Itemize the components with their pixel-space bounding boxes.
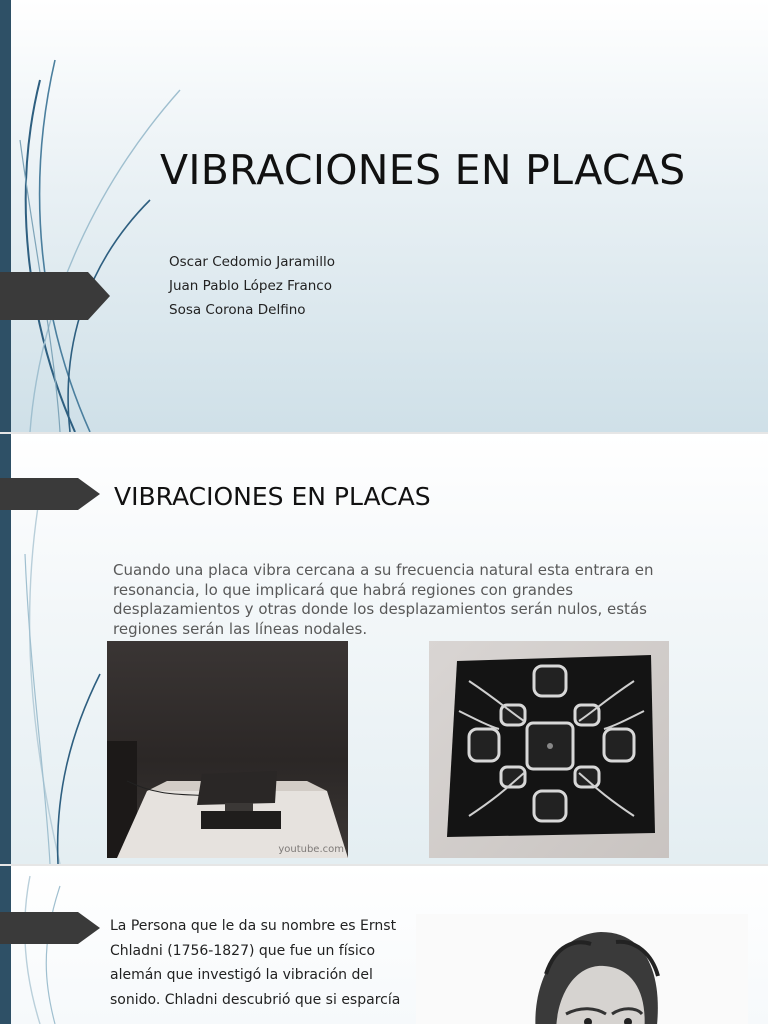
swirl-line — [25, 876, 40, 1024]
swirl-line — [58, 674, 100, 864]
arrow-tab-marker — [0, 272, 110, 320]
chladni-setup-photo — [107, 641, 348, 858]
image-watermark: youtube.com — [278, 844, 344, 855]
swirl-line — [25, 554, 50, 864]
chladni-setup-illustration — [107, 641, 348, 858]
author-name: Oscar Cedomio Jaramillo — [169, 254, 335, 270]
chladni-pattern-illustration — [429, 641, 669, 858]
presentation-title: VIBRACIONES EN PLACAS — [160, 146, 686, 194]
author-list — [169, 250, 335, 322]
author-name: Sosa Corona Delfino — [169, 302, 306, 318]
slide-body-text: Cuando una placa vibra cercana a su frecuencia natural esta entrara en resonancia, lo que implicará que habrá regiones con grandes desplazamientos y otras donde los desplazamientos serán nulos, estás regiones serán las líneas nodales. — [113, 561, 654, 638]
title-slide — [0, 0, 768, 432]
swirl-decoration — [0, 0, 200, 432]
slide-body-text: La Persona que le da su nombre es Ernst Chladni (1756-1827) que fue un físico alemán que investigó la vibración del sonido. Chladni descubrió que si esparcía — [110, 918, 401, 1008]
swirl-line — [40, 60, 90, 432]
swirl-line — [46, 886, 60, 1024]
author-name: Juan Pablo López Franco — [169, 278, 332, 294]
slide-title: VIBRACIONES EN PLACAS — [114, 482, 431, 511]
history-slide — [0, 866, 768, 1024]
chladni-plate-photo — [429, 641, 669, 858]
swirl-line — [26, 80, 75, 432]
content-slide — [0, 434, 768, 864]
swirl-line — [30, 90, 180, 432]
portrait-sketch — [416, 914, 748, 1024]
chladni-portrait-image — [416, 914, 748, 1024]
